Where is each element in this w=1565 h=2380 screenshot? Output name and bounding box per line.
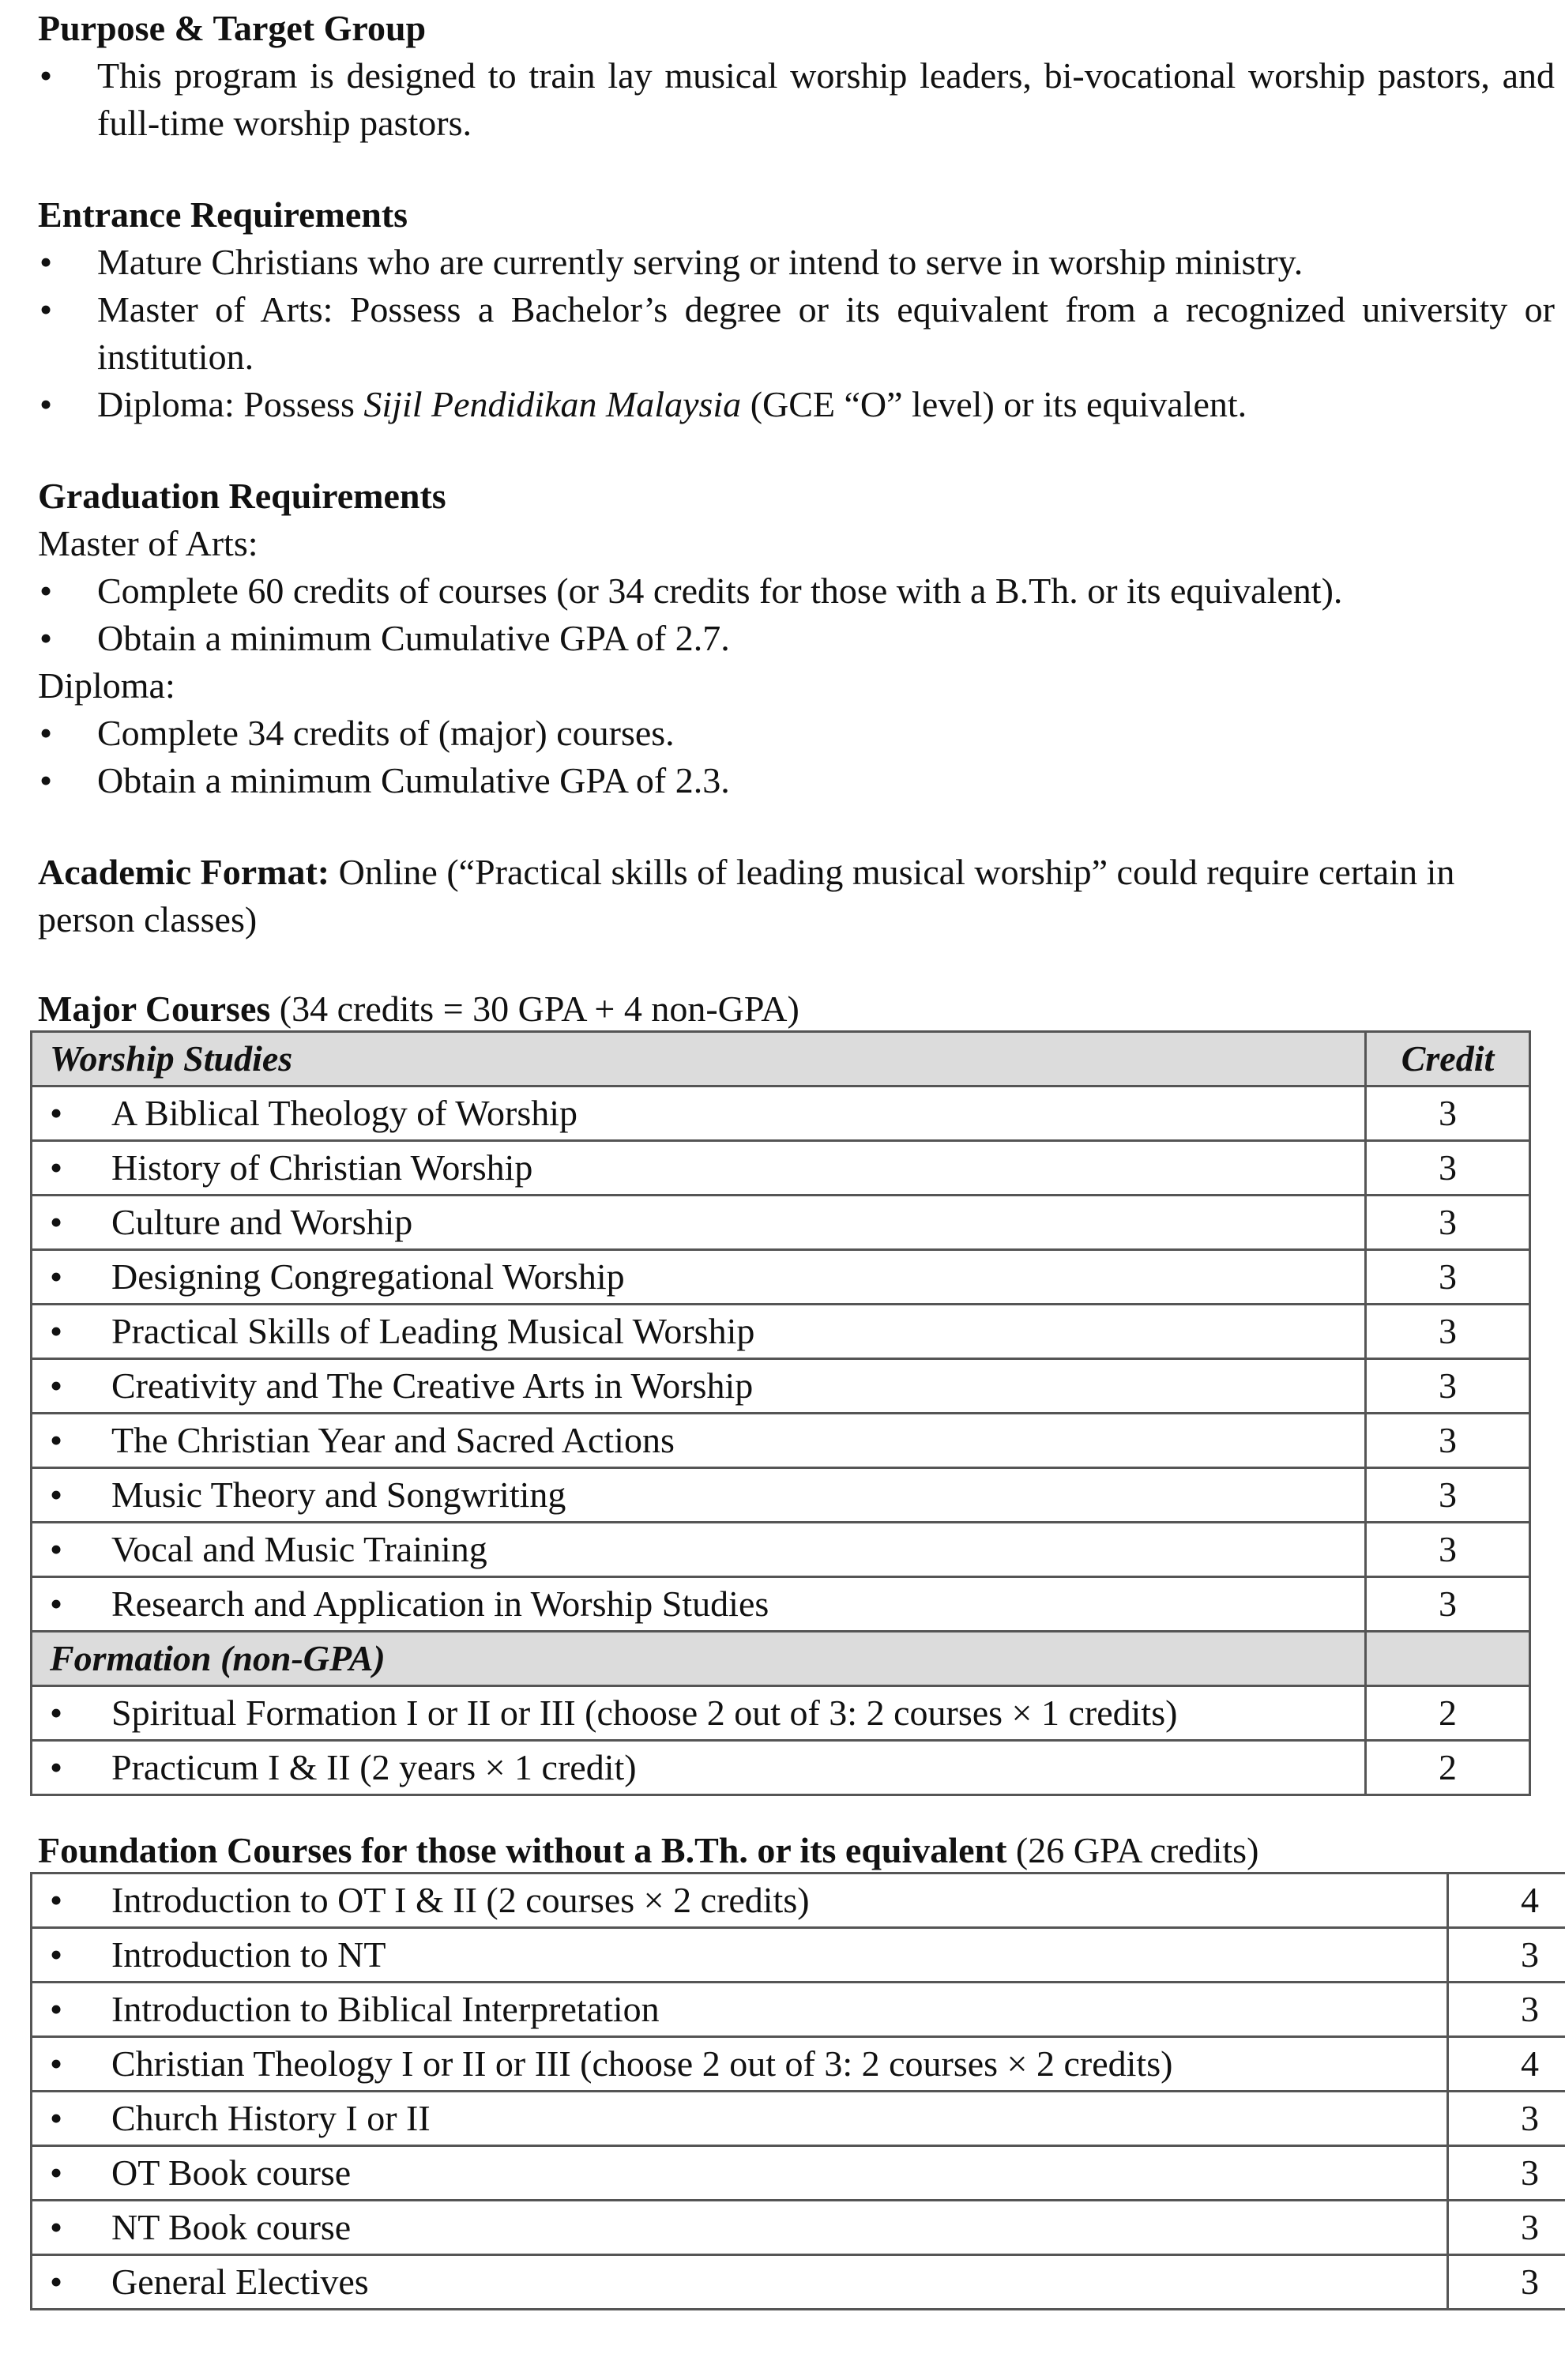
course-name: • Vocal and Music Training: [32, 1523, 1366, 1577]
foundation-caption-rest: (26 GPA credits): [1006, 1830, 1259, 1870]
format-text: Online (“Practical skills of leading musical worship” could require certain in person classes): [38, 852, 1455, 940]
table-row: [32, 2146, 1565, 2201]
diploma-label: Diploma:: [38, 665, 175, 706]
course-credit: 4: [1448, 1873, 1565, 1928]
ma-label: Master of Arts:: [38, 523, 258, 563]
course-name: • General Electives: [32, 2255, 1448, 2310]
list-item: • This program is designed to train lay musical worship leaders, bi-vocational worship pastors, and full-time worship pastors.: [38, 52, 1555, 147]
course-credit: 4: [1448, 2037, 1565, 2092]
course-credit: 3: [1366, 1305, 1530, 1359]
table-row: [32, 1686, 1530, 1741]
table-row: [32, 1983, 1565, 2037]
list-item: • Complete 60 credits of courses (or 34 credits for those with a B.Th. or its equivalent).: [38, 567, 1555, 615]
course-name: • Practical Skills of Leading Musical Worship: [32, 1305, 1366, 1359]
course-credit: 3: [1366, 1196, 1530, 1250]
diploma-italic: Sijil Pendidikan Malaysia: [363, 384, 742, 424]
table-row: [32, 1468, 1530, 1523]
major-section: [38, 988, 1555, 1796]
entrance-list: [38, 239, 1555, 428]
empty-credit-cell: [1366, 1632, 1530, 1686]
course-credit: 3: [1366, 1250, 1530, 1305]
course-credit: 3: [1448, 2092, 1565, 2146]
list-item: • Complete 34 credits of (major) courses.: [38, 710, 1555, 757]
course-name: • NT Book course: [32, 2201, 1448, 2255]
list-item: [38, 381, 1555, 428]
foundation-caption: [38, 1829, 1555, 1872]
course-name: • OT Book course: [32, 2146, 1448, 2201]
ma-list: [38, 567, 1555, 662]
course-name: • Introduction to Biblical Interpretation: [32, 1983, 1448, 2037]
format-paragraph: [38, 849, 1555, 943]
group-worship-studies: Worship Studies: [32, 1032, 1366, 1086]
entrance-section: [38, 191, 1555, 428]
foundation-section: [38, 1829, 1555, 2310]
foundation-caption-bold: Foundation Courses for those without a B.Th. or its equivalent: [38, 1830, 1007, 1870]
course-name: • Christian Theology I or II or III (choose 2 out of 3: 2 courses × 2 credits): [32, 2037, 1448, 2092]
course-name: • Research and Application in Worship Studies: [32, 1577, 1366, 1632]
major-courses-table: [30, 1030, 1531, 1796]
course-name: • Creativity and The Creative Arts in Worship: [32, 1359, 1366, 1414]
major-caption: [38, 988, 1555, 1030]
graduation-heading: Graduation Requirements: [38, 476, 446, 516]
course-name: • Designing Congregational Worship: [32, 1250, 1366, 1305]
diploma-prefix: Diploma: Possess: [97, 384, 364, 424]
table-row: [32, 2255, 1565, 2310]
table-row: [32, 1086, 1530, 1141]
format-label: Academic Format:: [38, 852, 330, 892]
diploma-suffix: (GCE “O” level) or its equivalent.: [741, 384, 1247, 424]
course-name: • Music Theory and Songwriting: [32, 1468, 1366, 1523]
course-credit: 3: [1366, 1577, 1530, 1632]
course-name: • Church History I or II: [32, 2092, 1448, 2146]
table-row: [32, 1523, 1530, 1577]
major-caption-bold: Major Courses: [38, 989, 271, 1029]
list-item: • Mature Christians who are currently serving or intend to serve in worship ministry.: [38, 239, 1555, 286]
course-name: • History of Christian Worship: [32, 1141, 1366, 1196]
purpose-heading: Purpose & Target Group: [38, 8, 427, 48]
purpose-list: [38, 52, 1555, 147]
course-credit: 2: [1366, 1686, 1530, 1741]
credit-header: Credit: [1366, 1032, 1530, 1086]
table-row: [32, 1141, 1530, 1196]
course-credit: 3: [1366, 1141, 1530, 1196]
list-item: • Obtain a minimum Cumulative GPA of 2.3.: [38, 757, 1555, 804]
table-row: [32, 2092, 1565, 2146]
course-name: • Introduction to OT I & II (2 courses × 2 credits): [32, 1873, 1448, 1928]
diploma-list: [38, 710, 1555, 804]
course-name: • A Biblical Theology of Worship: [32, 1086, 1366, 1141]
course-name: • The Christian Year and Sacred Actions: [32, 1414, 1366, 1468]
course-credit: 3: [1366, 1359, 1530, 1414]
course-credit: 3: [1366, 1523, 1530, 1577]
table-row: [32, 1741, 1530, 1795]
table-row: [32, 1577, 1530, 1632]
course-credit: 3: [1448, 2146, 1565, 2201]
list-item: • Obtain a minimum Cumulative GPA of 2.7.: [38, 615, 1555, 662]
course-name: • Culture and Worship: [32, 1196, 1366, 1250]
course-name: • Introduction to NT: [32, 1928, 1448, 1983]
table-group-header: [32, 1632, 1530, 1686]
table-row: [32, 1196, 1530, 1250]
table-row: [32, 2201, 1565, 2255]
course-credit: 3: [1448, 1928, 1565, 1983]
course-credit: 2: [1366, 1741, 1530, 1795]
table-row: [32, 1414, 1530, 1468]
purpose-section: [38, 5, 1555, 147]
table-group-header: [32, 1032, 1530, 1086]
course-credit: 3: [1448, 2255, 1565, 2310]
course-credit: 3: [1448, 1983, 1565, 2037]
course-name: • Practicum I & II (2 years × 1 credit): [32, 1741, 1366, 1795]
group-formation: Formation (non-GPA): [32, 1632, 1366, 1686]
major-caption-rest: (34 credits = 30 GPA + 4 non-GPA): [270, 989, 799, 1029]
table-row: [32, 1250, 1530, 1305]
course-credit: 3: [1366, 1414, 1530, 1468]
course-credit: 3: [1366, 1468, 1530, 1523]
list-item: • Master of Arts: Possess a Bachelor’s degree or its equivalent from a recognized university or institution.: [38, 286, 1555, 381]
graduation-section: [38, 473, 1555, 804]
table-row: [32, 1305, 1530, 1359]
entrance-heading: Entrance Requirements: [38, 194, 408, 235]
document-content: [38, 5, 1555, 2355]
table-row: [32, 1928, 1565, 1983]
course-name: • Spiritual Formation I or II or III (choose 2 out of 3: 2 courses × 1 credits): [32, 1686, 1366, 1741]
course-credit: 3: [1448, 2201, 1565, 2255]
table-row: [32, 2037, 1565, 2092]
format-section: [38, 849, 1555, 943]
table-row: [32, 1359, 1530, 1414]
table-row: [32, 1873, 1565, 1928]
foundation-courses-table: [30, 1872, 1565, 2310]
course-credit: 3: [1366, 1086, 1530, 1141]
